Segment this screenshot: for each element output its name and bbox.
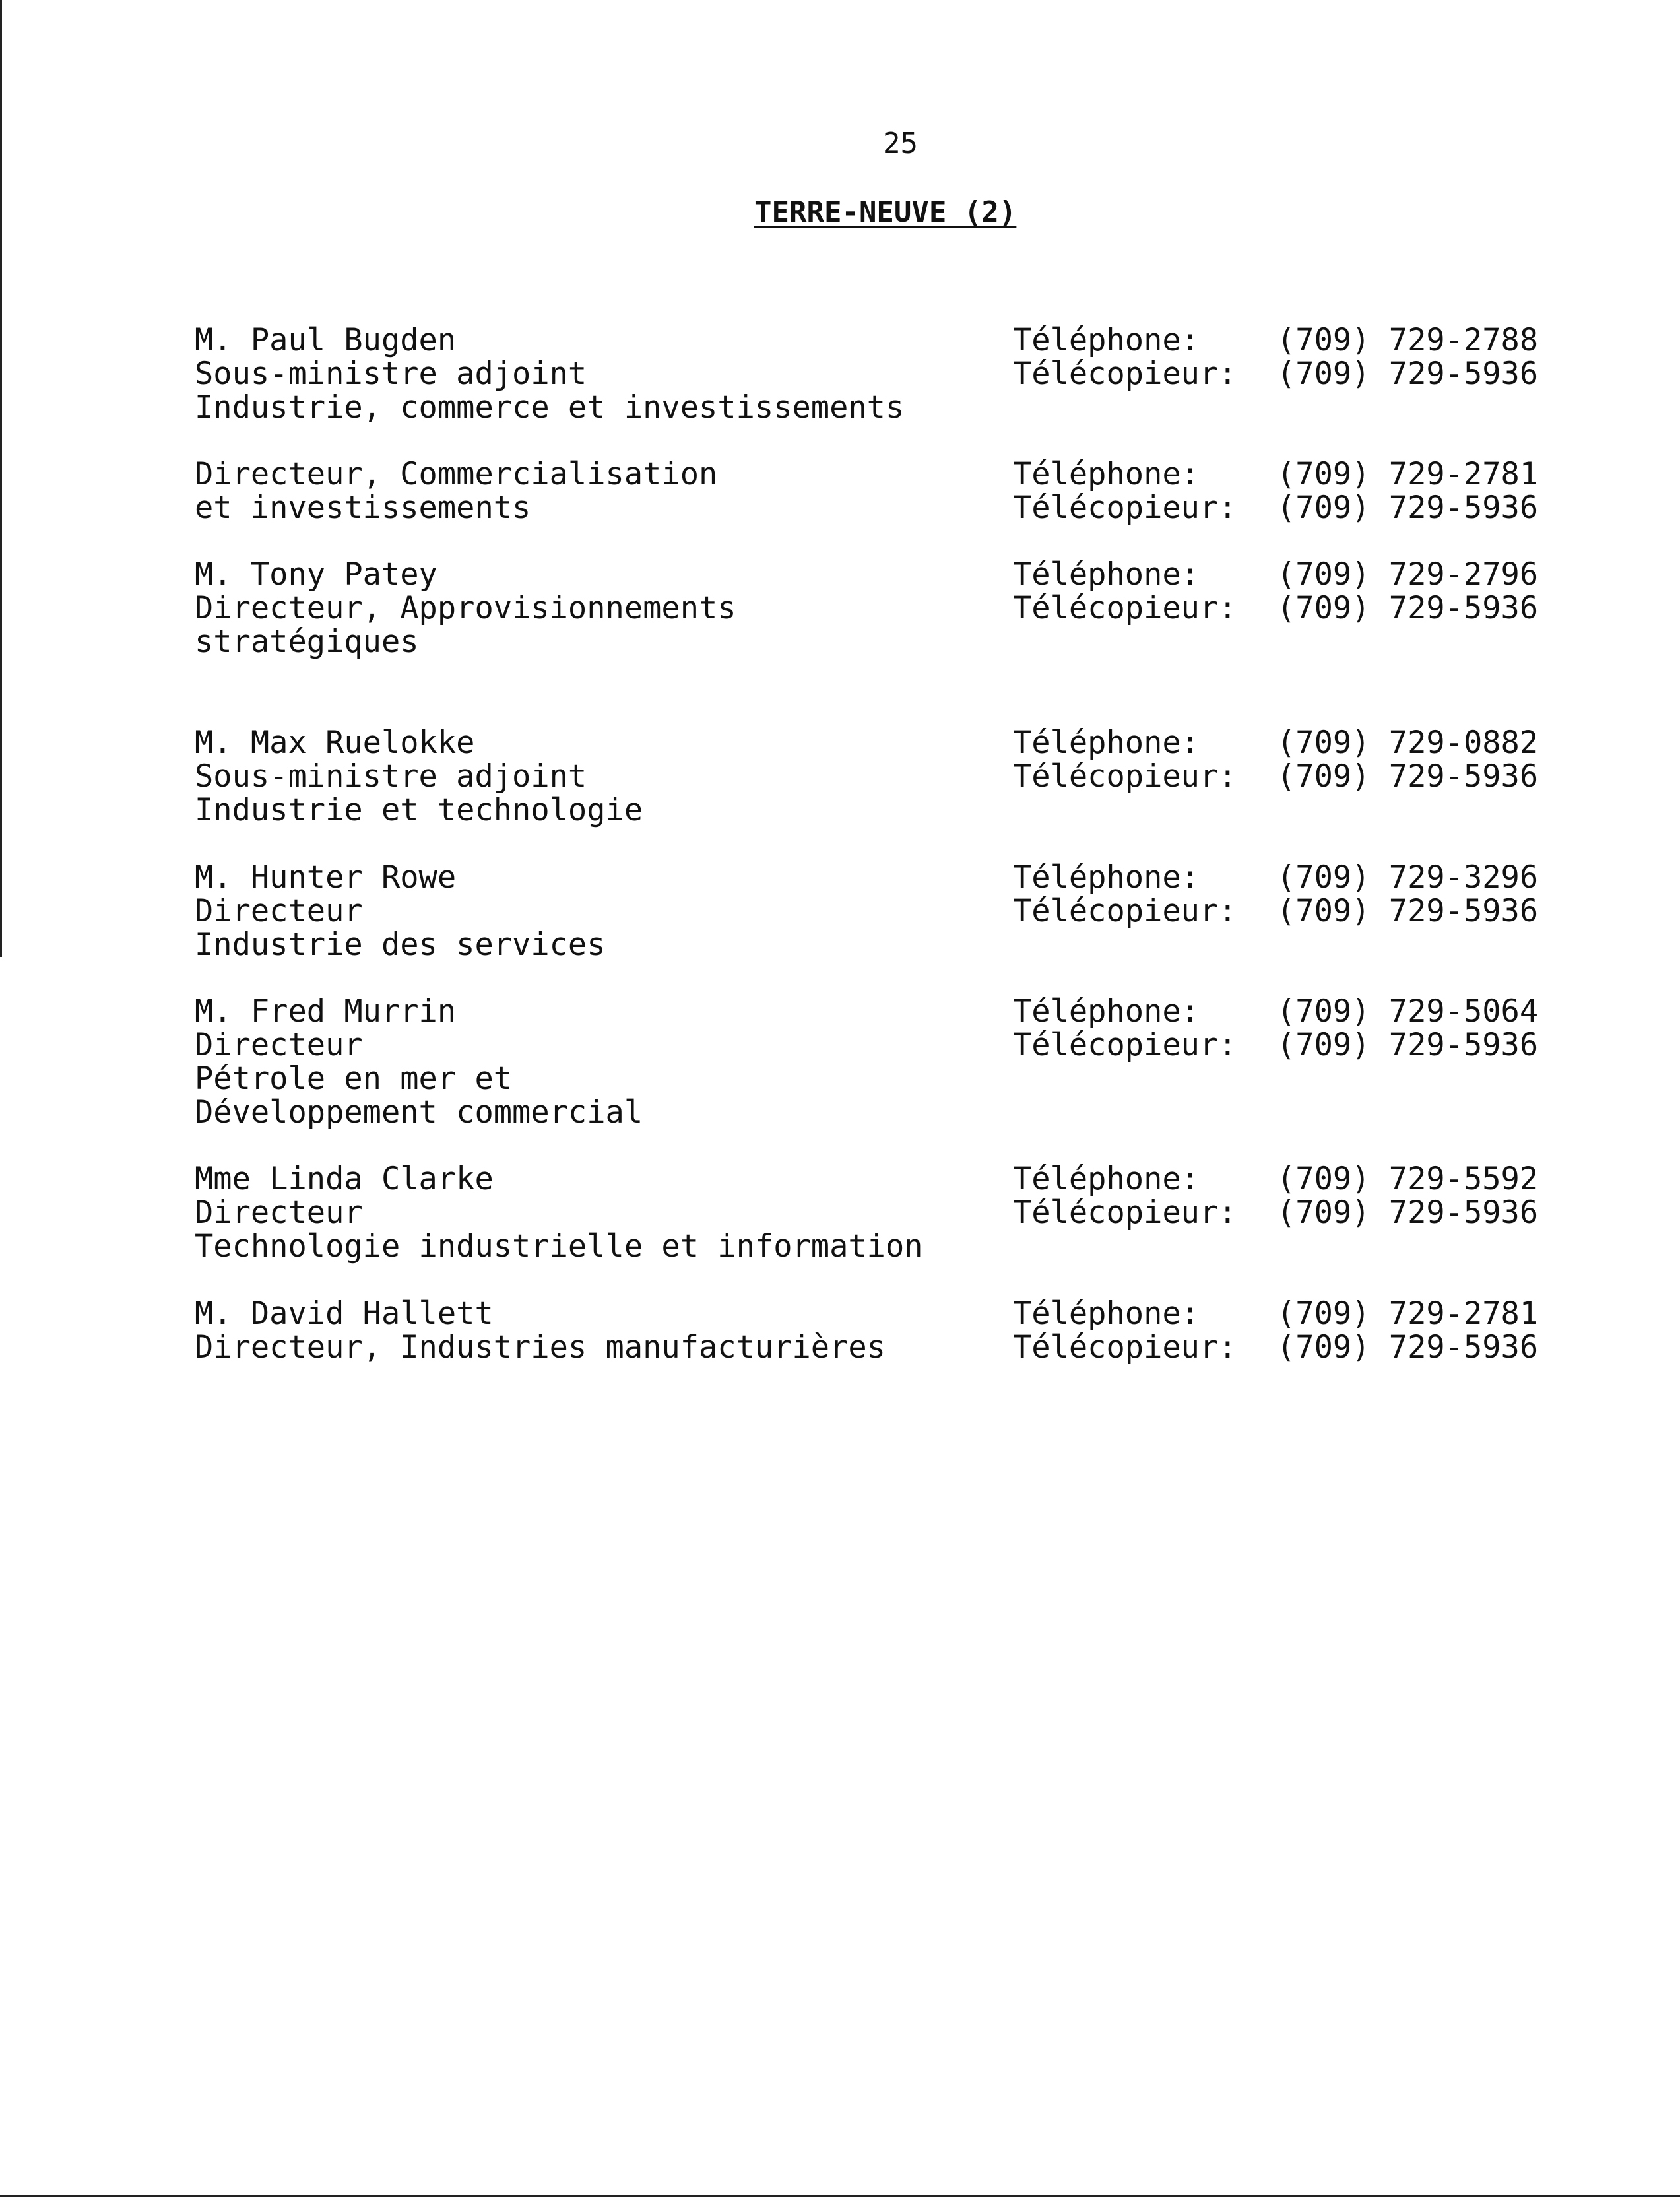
phone-number: (709) 729-5592 <box>1277 1161 1539 1197</box>
contact-heading: M. Fred Murrin <box>195 993 457 1030</box>
fax-row <box>1013 1028 1594 1062</box>
contact-numbers <box>1013 1162 1594 1230</box>
contact-detail-line: stratégiques <box>195 624 419 660</box>
phone-row <box>1013 558 1594 591</box>
fax-label: Télécopieur: <box>1013 758 1237 795</box>
fax-number: (709) 729-5936 <box>1277 1329 1539 1365</box>
phone-number: (709) 729-2788 <box>1277 322 1539 358</box>
contact-detail-line: Directeur <box>195 1027 363 1063</box>
contact-numbers <box>1013 861 1594 928</box>
phone-row <box>1013 457 1594 491</box>
fax-row <box>1013 894 1594 928</box>
phone-label: Téléphone: <box>1013 859 1200 896</box>
fax-number: (709) 729-5936 <box>1277 758 1539 795</box>
phone-row <box>1013 995 1594 1028</box>
scan-edge-left <box>0 0 2 957</box>
fax-label: Télécopieur: <box>1013 893 1237 929</box>
contact-detail-line: Directeur <box>195 893 363 929</box>
contact-detail-line: Pétrole en mer et <box>195 1061 513 1097</box>
fax-label: Télécopieur: <box>1013 1195 1237 1231</box>
contact-heading: M. Paul Bugden <box>195 322 457 358</box>
contact-details <box>195 323 986 424</box>
contact-details <box>195 558 986 659</box>
fax-row <box>1013 591 1594 625</box>
contact-details <box>195 726 986 827</box>
phone-row <box>1013 726 1594 760</box>
contact-numbers <box>1013 1297 1594 1364</box>
phone-label: Téléphone: <box>1013 1295 1200 1332</box>
phone-row <box>1013 1297 1594 1330</box>
contact-numbers <box>1013 323 1594 391</box>
fax-label: Télécopieur: <box>1013 490 1237 526</box>
contact-detail-line: Industrie des services <box>195 927 606 963</box>
phone-label: Téléphone: <box>1013 556 1200 593</box>
fax-number: (709) 729-5936 <box>1277 893 1539 929</box>
fax-number: (709) 729-5936 <box>1277 1027 1539 1063</box>
fax-row <box>1013 1330 1594 1364</box>
phone-row <box>1013 323 1594 357</box>
fax-row <box>1013 760 1594 793</box>
contact-heading: M. Tony Patey <box>195 556 437 593</box>
contact-detail-line: Sous-ministre adjoint <box>195 758 587 795</box>
phone-number: (709) 729-5064 <box>1277 993 1539 1030</box>
phone-number: (709) 729-3296 <box>1277 859 1539 896</box>
contact-numbers <box>1013 457 1594 525</box>
contact-detail-line: Technologie industrielle et information <box>195 1228 923 1264</box>
phone-row <box>1013 1162 1594 1196</box>
contact-detail-line: Développement commercial <box>195 1094 643 1131</box>
contact-heading: M. David Hallett <box>195 1295 494 1332</box>
contact-detail-line: Industrie et technologie <box>195 792 643 828</box>
contact-heading: M. Hunter Rowe <box>195 859 457 896</box>
section-title: TERRE-NEUVE (2) <box>754 195 1017 229</box>
fax-label: Télécopieur: <box>1013 590 1237 626</box>
contact-detail-line: Industrie, commerce et investissements <box>195 389 905 426</box>
contact-details <box>195 1297 986 1364</box>
fax-row <box>1013 1196 1594 1230</box>
fax-number: (709) 729-5936 <box>1277 356 1539 392</box>
phone-label: Téléphone: <box>1013 322 1200 358</box>
phone-label: Téléphone: <box>1013 1161 1200 1197</box>
contact-details <box>195 861 986 962</box>
contact-detail-line: Directeur <box>195 1195 363 1231</box>
contact-details <box>195 1162 986 1263</box>
contact-details <box>195 457 986 525</box>
page-number: 25 <box>883 127 918 160</box>
fax-row <box>1013 491 1594 525</box>
contact-numbers <box>1013 995 1594 1062</box>
contact-detail-line: et investissements <box>195 490 531 526</box>
fax-label: Télécopieur: <box>1013 1329 1237 1365</box>
contact-heading: Directeur, Commercialisation <box>195 456 718 492</box>
contact-detail-line: Directeur, Industries manufacturières <box>195 1329 886 1365</box>
contact-details <box>195 995 986 1129</box>
phone-number: (709) 729-2781 <box>1277 456 1539 492</box>
phone-label: Téléphone: <box>1013 993 1200 1030</box>
contact-heading: Mme Linda Clarke <box>195 1161 494 1197</box>
fax-label: Télécopieur: <box>1013 1027 1237 1063</box>
phone-number: (709) 729-2796 <box>1277 556 1539 593</box>
fax-number: (709) 729-5936 <box>1277 590 1539 626</box>
phone-row <box>1013 861 1594 894</box>
fax-row <box>1013 357 1594 391</box>
contact-heading: M. Max Ruelokke <box>195 725 475 761</box>
contact-detail-line: Sous-ministre adjoint <box>195 356 587 392</box>
phone-number: (709) 729-0882 <box>1277 725 1539 761</box>
phone-label: Téléphone: <box>1013 725 1200 761</box>
fax-number: (709) 729-5936 <box>1277 1195 1539 1231</box>
fax-label: Télécopieur: <box>1013 356 1237 392</box>
fax-number: (709) 729-5936 <box>1277 490 1539 526</box>
phone-number: (709) 729-2781 <box>1277 1295 1539 1332</box>
contact-detail-line: Directeur, Approvisionnements <box>195 590 736 626</box>
contact-numbers <box>1013 726 1594 793</box>
phone-label: Téléphone: <box>1013 456 1200 492</box>
contact-numbers <box>1013 558 1594 625</box>
